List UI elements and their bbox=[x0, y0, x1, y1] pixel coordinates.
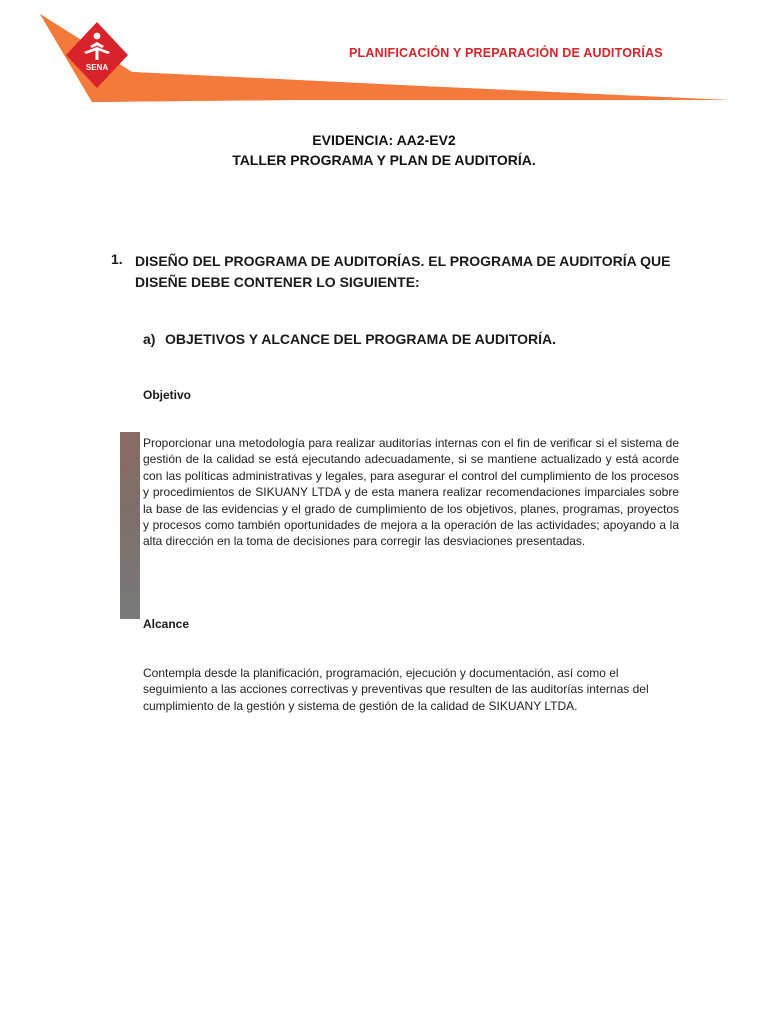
subsection-title: OBJETIVOS Y ALCANCE DEL PROGRAMA DE AUDITORÍA. bbox=[165, 331, 557, 347]
alcance-paragraph: Contempla desde la planificación, programación, ejecución y documentación, así como el seguimiento a las acciones correctivas y preventivas que resulten de las auditorías internas del cumplimiento de la gestión y sistema de gestión de la calidad de SIKUANY LTDA. bbox=[143, 666, 649, 713]
header-title: PLANIFICACIÓN Y PREPARACIÓN DE AUDITORÍAS bbox=[349, 46, 663, 60]
objetivo-label: Objetivo bbox=[143, 388, 192, 402]
taller-heading: TALLER PROGRAMA Y PLAN DE AUDITORÍA. bbox=[232, 152, 536, 168]
evidencia-heading: EVIDENCIA: AA2-EV2 bbox=[312, 132, 456, 148]
subsection-letter: a) bbox=[143, 331, 156, 347]
logo-text: SENA bbox=[85, 63, 109, 72]
decorative-side-bar bbox=[120, 432, 140, 619]
alcance-label: Alcance bbox=[143, 617, 190, 631]
section-title: DISEÑO DEL PROGRAMA DE AUDITORÍAS. EL PROGRAMA DE AUDITORÍA QUE DISEÑE DEBE CONTENER LO SIGUIENTE: bbox=[135, 253, 671, 290]
section-number: 1. bbox=[111, 251, 123, 267]
objetivo-paragraph: Proporcionar una metodología para realizar auditorías internas con el fin de verificar si el sistema de gestión de la calidad se está ejecutando adecuadamente, si se mantiene actualizado y está acorde con las políticas administrativas y legales, para asegurar el control del cumplimiento de los procesos y procedimientos de SIKUANY LTDA y de esta manera realizar recomendaciones imparciales sobre la base de las evidencias y el grado de cumplimiento de los objetivos, planes, programas, proyectos y procesos como también oportunidades de mejora a la operación de las actividades; apoyando a la alta dirección en la toma de decisiones para corregir las desviaciones presentadas. bbox=[143, 436, 679, 549]
